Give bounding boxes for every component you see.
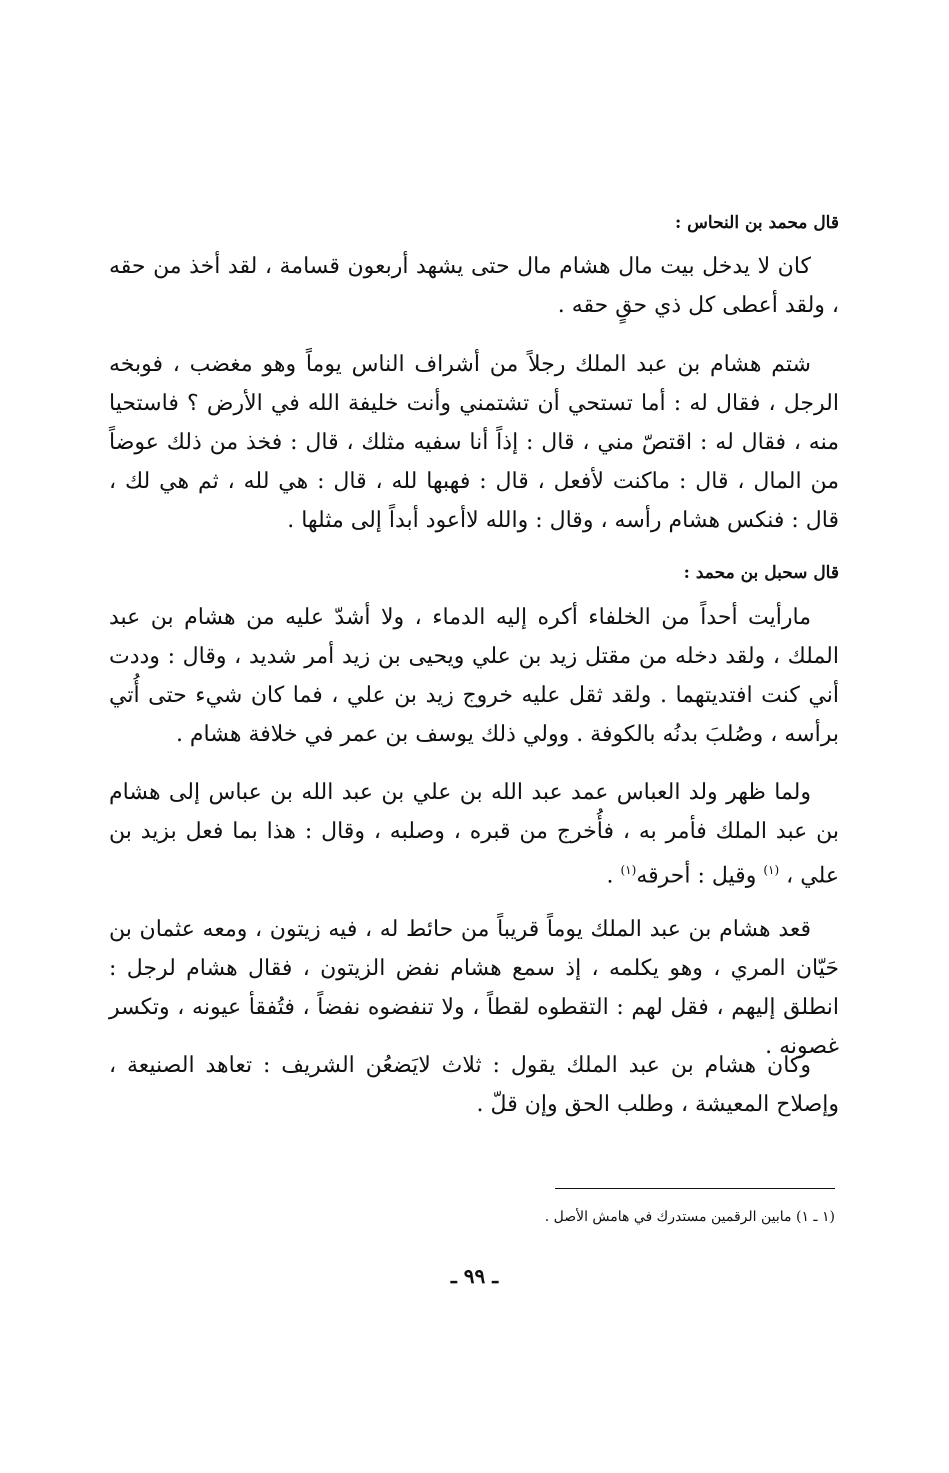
page-number: ـ ٩٩ ـ: [450, 1264, 499, 1288]
paragraph-abbasid-main-text: ولما ظهر ولد العباس عمد عبد الله بن علي بن عبد الله بن عباس إلى هشام بن عبد الملك فأمر به ، فأُخرج من قبره ، وصلبه ، وقال : هذا بما فعل بزيد بن علي ،: [109, 780, 839, 889]
paragraph-olive-grove: قعد هشام بن عبد الملك يوماً قريباً من حائط له ، فيه زيتون ، ومعه عثمان بن حَيّان المري ، وهو يكلمه ، إذ سمع هشام نفض الزيتون ، فقال هشام لرجل : انطلق إليهم ، فقل لهم : التقطوه لقطاً ، ولا تنفضوه نفضاً ، فتُفقأ عيونه ، وتكسر غصونه .: [109, 917, 839, 1059]
section-heading-ibn-nahhas: قال محمد بن النحاس :: [674, 213, 839, 233]
footnote-divider: [555, 1188, 835, 1189]
footnote-mark-close: (١): [620, 863, 637, 877]
footnote-text: (١ ـ ١) مابين الرقمين مستدرك في هامش الأصل .: [544, 1209, 835, 1225]
paragraph-abbasid-end: .: [606, 863, 621, 889]
paragraph-three-sayings: وكان هشام بن عبد الملك يقول : ثلاث لايَضعُن الشريف : تعاهد الصنيعة ، وإصلاح المعيشة ، وطلب الحق وإن قلّ .: [109, 1053, 839, 1117]
paragraph-insult-story: شتم هشام بن عبد الملك رجلاً من أشراف الناس يوماً وهو مغضب ، فوبخه الرجل ، فقال له : أما تستحي أن تشتمني وأنت خليفة الله في الأرض ؟ فاستحيا منه ، فقال له : اقتصّ مني ، قال : إذاً أنا سفيه مثلك ، قال : فخذ من ذلك عوضاً من المال ، قال : ماكنت لأفعل ، قال : فهبها لله ، قال : هي لله ، ثم هي لك ، قال : فنكس هشام رأسه ، وقال : والله لاأعود أبداً إلى مثلها .: [109, 352, 839, 533]
paragraph-abbasid-burned-text: وقيل : أحرقه: [636, 863, 757, 889]
paragraph-abbasid-exhumation: [109, 773, 839, 895]
paragraph-bloodshed: مارأيت أحداً من الخلفاء أكره إليه الدماء ، ولا أشدّ عليه من هشام بن عبد الملك ، ولقد دخله من مقتل زيد بن علي ويحيى بن زيد أمر شديد ، وقال : وددت أني كنت افتديتهما . ولقد ثقل عليه خروج زيد بن علي ، فما كان شيء حتى أُتي برأسه ، وصُلبَ بدنُه بالكوفة . وولي ذلك يوسف بن عمر في خلافة هشام .: [109, 605, 839, 747]
footnote-mark-open: (١): [763, 863, 780, 877]
paragraph-treasury: كان لا يدخل بيت مال هشام مال حتى يشهد أربعون قسامة ، لقد أخذ من حقه ، ولقد أعطى كل ذي حقٍ حقه .: [109, 254, 839, 318]
section-heading-sahbal: قال سحبل بن محمد :: [683, 563, 839, 583]
